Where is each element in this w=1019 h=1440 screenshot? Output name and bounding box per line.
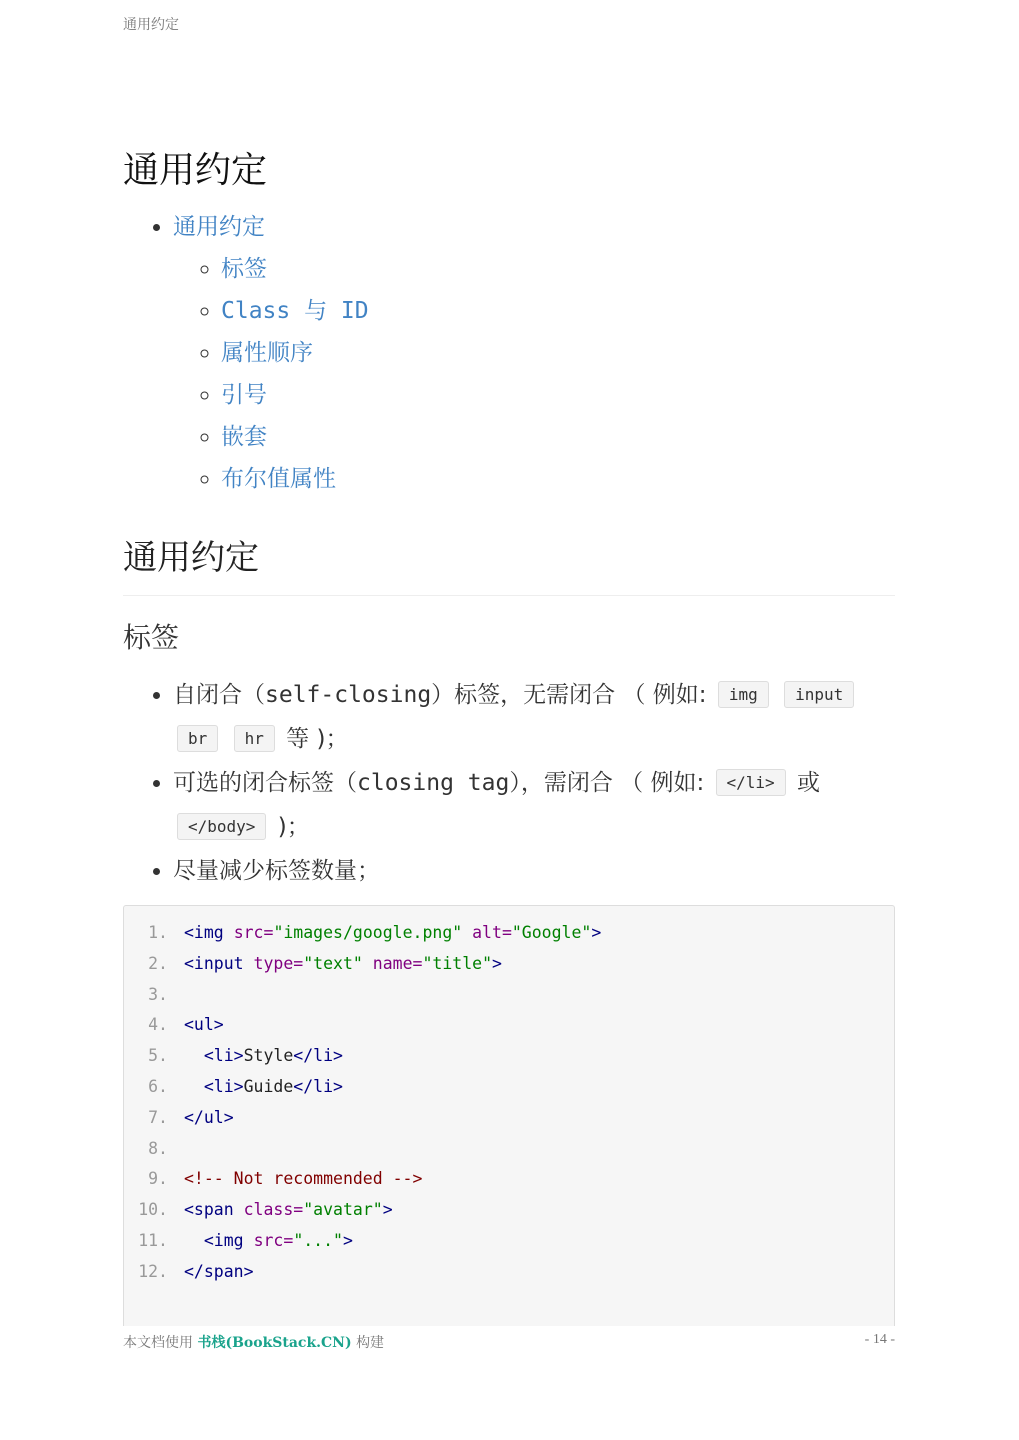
rule-text: 或 xyxy=(797,770,820,796)
toc-item-root xyxy=(173,206,369,500)
code-tag: > xyxy=(342,1230,353,1250)
code-tag: <img xyxy=(203,1230,244,1250)
line-number: 6. xyxy=(148,1076,168,1096)
toc-link-root[interactable]: 通用约定 xyxy=(173,214,265,240)
toc-item xyxy=(221,458,369,500)
code-attr: name xyxy=(372,953,413,973)
code-tag: > xyxy=(382,1200,393,1220)
rule-self-closing xyxy=(173,674,895,762)
toc-link-quotes[interactable]: 引号 xyxy=(221,382,267,408)
rules-list xyxy=(123,674,895,892)
footer-prefix: 本文档使用 xyxy=(123,1335,193,1351)
code-string: "..." xyxy=(293,1230,343,1250)
code-eq: = xyxy=(501,923,512,942)
toc-item xyxy=(221,374,369,416)
code-attr: src xyxy=(253,1230,284,1250)
code-line xyxy=(124,1103,601,1134)
toc-link-nesting[interactable]: 嵌套 xyxy=(221,424,267,450)
footer-suffix: 构建 xyxy=(356,1335,385,1351)
inline-code-input: input xyxy=(784,681,854,708)
rule-text: )； xyxy=(277,814,310,840)
code-line xyxy=(124,1164,601,1195)
code-block xyxy=(123,905,895,1326)
toc-item xyxy=(221,290,369,332)
line-number: 10. xyxy=(138,1200,168,1220)
line-number: 3. xyxy=(148,984,168,1004)
section-title: 通用约定 xyxy=(123,530,895,596)
code-string: "Google" xyxy=(511,923,592,942)
code-tag: > xyxy=(492,953,502,973)
code-string: "text" xyxy=(303,953,363,973)
toc-link-tags[interactable]: 标签 xyxy=(221,256,267,282)
line-number: 4. xyxy=(148,1015,168,1035)
code-eq: = xyxy=(283,1230,294,1250)
code-text: Guide xyxy=(243,1076,294,1096)
code-tag: <input xyxy=(184,953,244,973)
code-tag: </li> xyxy=(293,1046,343,1066)
line-number: 5. xyxy=(148,1046,168,1066)
running-header: 通用约定 xyxy=(123,17,179,33)
page-number: - 14 - xyxy=(864,1332,895,1347)
toc-item xyxy=(221,416,369,458)
code-eq: = xyxy=(293,953,304,973)
subsection-title: 标签 xyxy=(123,621,180,654)
rule-closing-tag xyxy=(173,762,895,850)
code-eq: = xyxy=(263,923,274,942)
inline-code-li-close: </li> xyxy=(716,769,786,796)
rule-term: closing tag xyxy=(357,770,510,796)
line-number: 12. xyxy=(138,1261,168,1281)
inline-code-hr: hr xyxy=(234,725,275,752)
toc-link-attribute-order[interactable]: 属性顺序 xyxy=(221,340,313,366)
toc-link-class-id[interactable]: Class 与 ID xyxy=(221,298,369,324)
code-line xyxy=(124,918,601,949)
code-line xyxy=(124,1072,601,1103)
code-tag: <img xyxy=(184,923,224,942)
line-number: 2. xyxy=(148,953,168,973)
code-tag: <li> xyxy=(203,1076,244,1096)
code-line xyxy=(124,949,601,980)
table-of-contents xyxy=(123,206,369,500)
inline-code-body-close: </body> xyxy=(177,813,266,840)
code-string: "avatar" xyxy=(303,1200,383,1220)
code-line xyxy=(124,1134,601,1165)
rule-text: 自闭合（ xyxy=(173,682,265,708)
code-string: "title" xyxy=(422,953,493,973)
line-number: 8. xyxy=(148,1138,168,1158)
inline-code-img: img xyxy=(718,681,769,708)
code-tag: <li> xyxy=(203,1046,244,1066)
toc-sublist xyxy=(173,248,369,500)
line-number: 7. xyxy=(148,1107,168,1127)
line-number: 9. xyxy=(148,1169,168,1189)
code-eq: = xyxy=(293,1200,304,1220)
rule-text: ），需闭合 （ 例如: xyxy=(509,770,705,796)
code-text: Style xyxy=(243,1046,294,1066)
toc-link-boolean-attributes[interactable]: 布尔值属性 xyxy=(221,466,336,492)
code-comment: <!-- Not recommended --> xyxy=(184,1169,423,1189)
code-tag: </span> xyxy=(184,1261,254,1281)
line-number: 1. xyxy=(148,923,168,942)
toc-title: 通用约定 xyxy=(123,150,268,191)
rule-reduce-tags: • 尽量减少标签数量； xyxy=(173,850,895,892)
code-string: "images/google.png" xyxy=(273,923,463,942)
rule-text: 可选的闭合标签（ xyxy=(173,770,357,796)
code-tag: <span xyxy=(184,1200,234,1220)
code-line xyxy=(124,1226,601,1257)
code-attr: src xyxy=(233,923,264,942)
footer-credit xyxy=(123,1332,384,1352)
code-tag: <ul> xyxy=(184,1015,224,1035)
code-eq: = xyxy=(412,953,423,973)
rule-text: 等 )； xyxy=(286,726,349,752)
rule-text: ）标签，无需闭合 （ 例如: xyxy=(431,682,707,708)
toc-item xyxy=(221,248,369,290)
code-tag: </li> xyxy=(293,1076,343,1096)
code-line xyxy=(124,980,601,1011)
code-line xyxy=(124,1195,601,1226)
code-attr: class xyxy=(243,1200,294,1220)
toc-item xyxy=(221,332,369,374)
code-tag: > xyxy=(591,923,602,942)
footer-brand-link[interactable]: 书栈(BookStack.CN) xyxy=(197,1335,352,1351)
rule-term: self-closing xyxy=(265,682,432,708)
code-line xyxy=(124,1041,601,1072)
code-line xyxy=(124,1010,601,1041)
code-attr: type xyxy=(253,953,294,973)
code-tag: </ul> xyxy=(184,1107,234,1127)
code-line xyxy=(124,1257,601,1288)
inline-code-br: br xyxy=(177,725,218,752)
code-attr: alt xyxy=(472,923,502,942)
line-number: 11. xyxy=(138,1230,168,1250)
